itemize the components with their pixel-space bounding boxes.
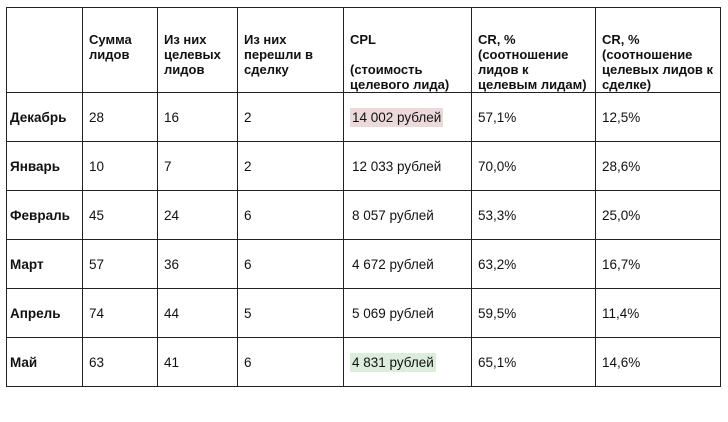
cell-month: Апрель	[7, 289, 83, 338]
cell-cr-deal: 12,5%	[596, 93, 721, 142]
cell-target-leads: 36	[158, 240, 238, 289]
cell-total-leads: 28	[83, 93, 158, 142]
header-converted: Из них перешли в сделку	[238, 8, 344, 93]
cell-cr-deal: 28,6%	[596, 142, 721, 191]
cell-total-leads: 45	[83, 191, 158, 240]
cell-total-leads: 57	[83, 240, 158, 289]
table-row	[7, 338, 721, 387]
cell-converted: 2	[238, 93, 344, 142]
table-header-row	[7, 8, 721, 93]
cell-target-leads: 16	[158, 93, 238, 142]
table-row	[7, 142, 721, 191]
lead-metrics-table	[6, 7, 721, 387]
header-total-leads: Сумма лидов	[83, 8, 158, 93]
cell-cpl	[344, 240, 472, 289]
cell-month: Март	[7, 240, 83, 289]
cell-cr-leads: 59,5%	[472, 289, 596, 338]
cpl-value: 5 069 рублей	[352, 305, 434, 321]
table-row	[7, 191, 721, 240]
cell-converted: 5	[238, 289, 344, 338]
cell-total-leads: 63	[83, 338, 158, 387]
table-body	[7, 93, 721, 387]
cell-cr-leads: 63,2%	[472, 240, 596, 289]
cell-cr-leads: 70,0%	[472, 142, 596, 191]
cpl-value: 8 057 рублей	[352, 207, 434, 223]
cell-cpl	[344, 191, 472, 240]
cell-month: Январь	[7, 142, 83, 191]
cell-cpl	[344, 289, 472, 338]
cell-cr-leads: 57,1%	[472, 93, 596, 142]
header-cpl	[344, 8, 472, 93]
cell-target-leads: 7	[158, 142, 238, 191]
cell-total-leads: 74	[83, 289, 158, 338]
cell-cr-deal: 16,7%	[596, 240, 721, 289]
cell-converted: 6	[238, 191, 344, 240]
cell-cr-leads: 53,3%	[472, 191, 596, 240]
table-row	[7, 289, 721, 338]
cell-cr-deal: 25,0%	[596, 191, 721, 240]
cell-cr-deal: 11,4%	[596, 289, 721, 338]
header-target-leads: Из них целевых лидов	[158, 8, 238, 93]
header-month	[7, 8, 83, 93]
cell-cpl	[344, 93, 472, 142]
cell-cr-leads: 65,1%	[472, 338, 596, 387]
header-cpl-subtitle: (стоимость целевого лида)	[350, 62, 450, 92]
cell-cpl	[344, 142, 472, 191]
cell-month: Декабрь	[7, 93, 83, 142]
cell-target-leads: 41	[158, 338, 238, 387]
header-cr-deal: CR, % (соотношение целевых лидов к сделке)	[596, 8, 721, 93]
cell-month: Май	[7, 338, 83, 387]
table-row	[7, 93, 721, 142]
cell-target-leads: 44	[158, 289, 238, 338]
cell-total-leads: 10	[83, 142, 158, 191]
header-cr-leads: CR, % (соотношение лидов к целевым лидам)	[472, 8, 596, 93]
table-row	[7, 240, 721, 289]
cpl-value: 4 672 рублей	[352, 256, 434, 272]
cell-month: Февраль	[7, 191, 83, 240]
cell-target-leads: 24	[158, 191, 238, 240]
cell-cpl	[344, 338, 472, 387]
cell-converted: 6	[238, 240, 344, 289]
cpl-value-highlight-min: 4 831 рублей	[352, 354, 434, 370]
cell-cr-deal: 14,6%	[596, 338, 721, 387]
cpl-value: 12 033 рублей	[352, 158, 442, 174]
cell-converted: 6	[238, 338, 344, 387]
header-cpl-title: CPL	[350, 32, 376, 47]
cpl-value-highlight-max: 14 002 рублей	[352, 109, 442, 125]
cell-converted: 2	[238, 142, 344, 191]
